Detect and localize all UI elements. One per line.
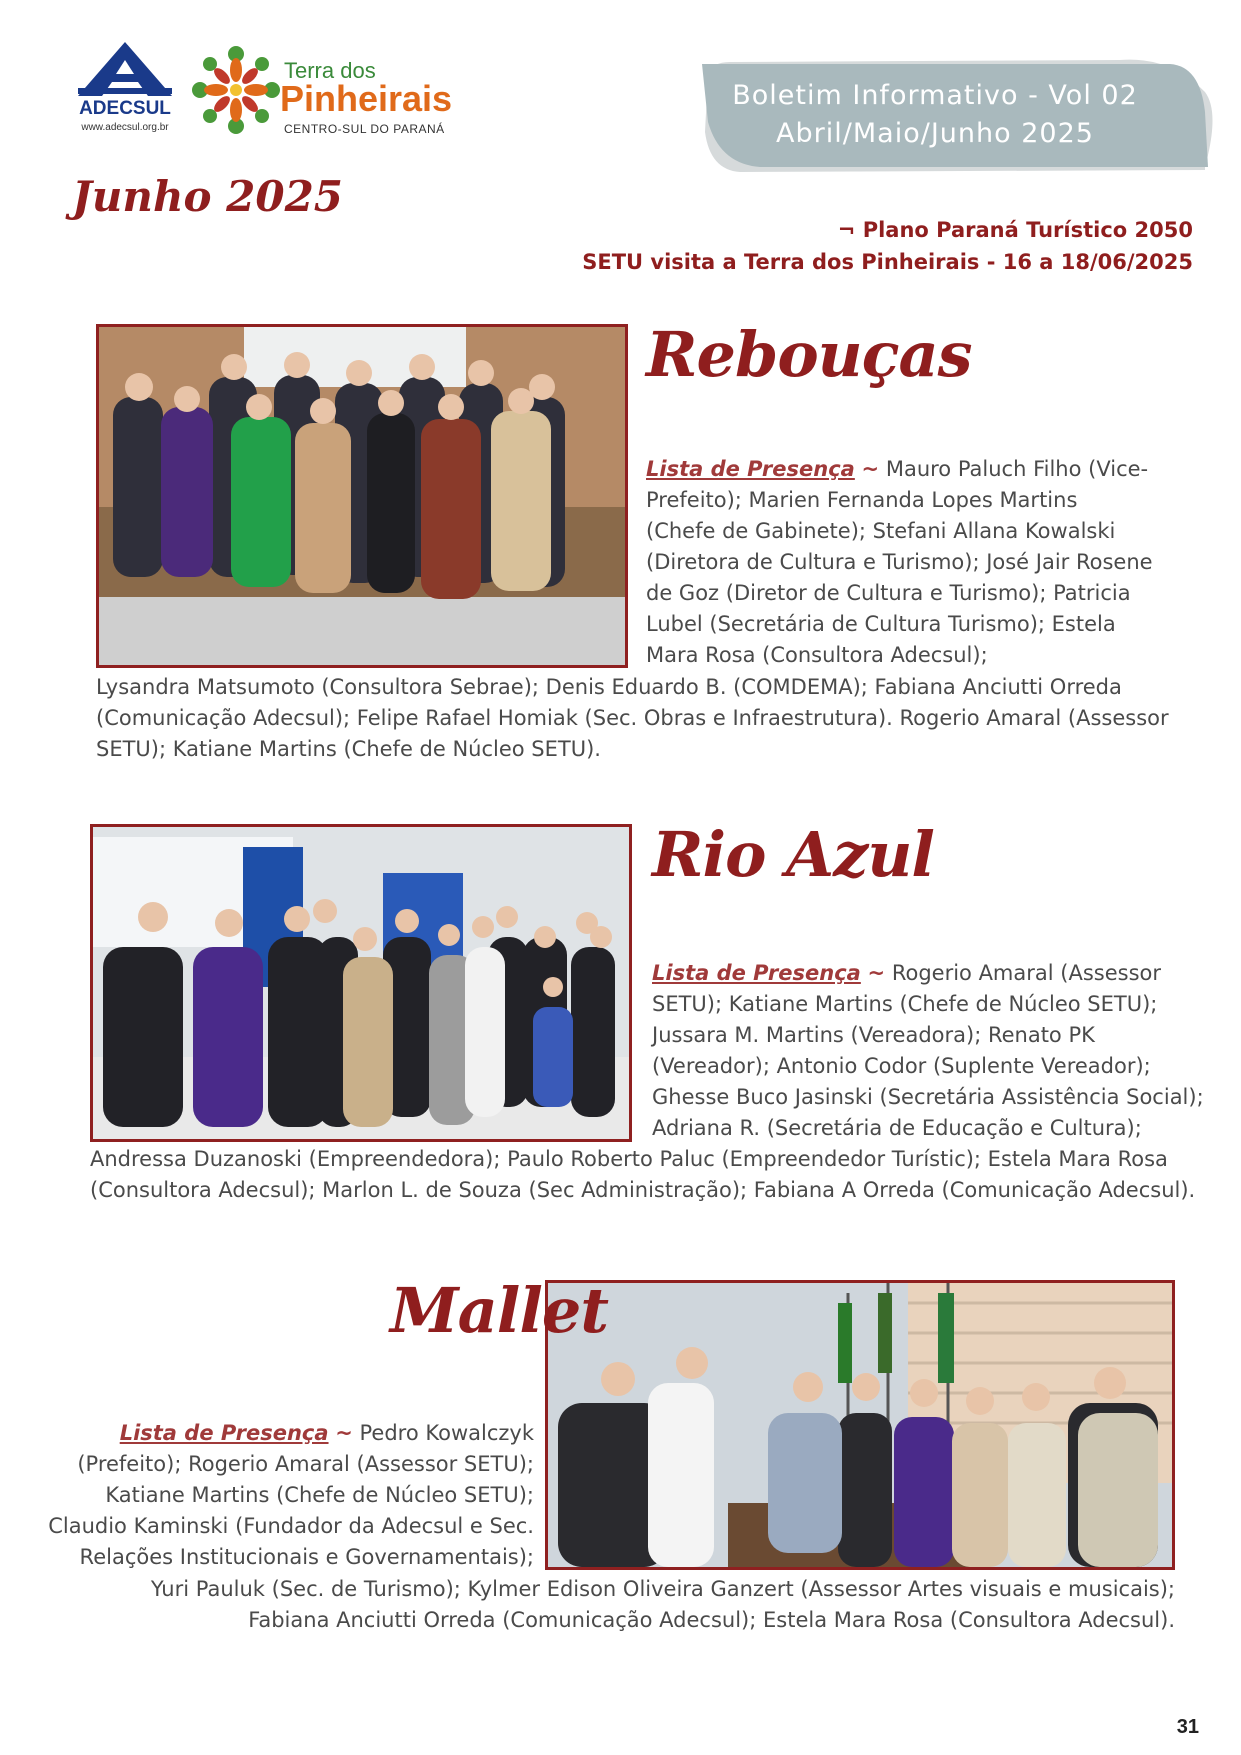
- section-title-reboucas: Rebouças: [646, 318, 972, 391]
- attendance-line: de Goz (Diretor de Cultura e Turismo); Patricia: [646, 581, 1131, 605]
- terra-line3: CENTRO-SUL DO PARANÁ: [284, 122, 445, 136]
- section-title-rio-azul: Rio Azul: [652, 818, 934, 891]
- attendance-tilde: ~: [867, 961, 886, 985]
- adecsul-a-icon: [70, 40, 180, 98]
- attendance-line: Katiane Martins (Chefe de Núcleo SETU);: [105, 1483, 534, 1507]
- attendance-tilde: ~: [335, 1421, 353, 1445]
- attendance-text: Rogerio Amaral (Assessor: [891, 961, 1161, 985]
- reboucas-group-photo: [96, 324, 628, 668]
- mallet-group-photo: [545, 1280, 1175, 1570]
- attendance-line: Prefeito); Marien Fernanda Lopes Martins: [646, 488, 1078, 512]
- terra-dos-pinheirais-logo: [192, 42, 472, 142]
- section-title-mallet: Mallet: [390, 1274, 608, 1347]
- attendance-line: Ghesse Buco Jasinski (Secretária Assistência Social);: [652, 1085, 1204, 1109]
- attendance-line: (Prefeito); Rogerio Amaral (Assessor SETU);: [77, 1452, 534, 1476]
- attendance-line: [30, 1418, 534, 1449]
- attendance-line: (Comunicação Adecsul); Felipe Rafael Homiak (Sec. Obras e Infraestrutura). Rogerio Amaral (Assessor: [96, 706, 1169, 730]
- attendance-label: Lista de Presença: [119, 1421, 329, 1445]
- attendance-line: Fabiana Anciutti Orreda (Comunicação Adecsul); Estela Mara Rosa (Consultora Adecsul).: [248, 1608, 1175, 1632]
- attendance-line: Yuri Pauluk (Sec. de Turismo); Kylmer Edison Oliveira Ganzert (Assessor Artes visuais e musicais);: [150, 1577, 1175, 1601]
- mallet-attendance-top: [30, 1418, 534, 1573]
- attendance-line: (Chefe de Gabinete); Stefani Allana Kowalski: [646, 519, 1116, 543]
- attendance-label: Lista de Presença: [652, 961, 861, 985]
- attendance-line: (Diretora de Cultura e Turismo); José Jair Rosene: [646, 550, 1153, 574]
- attendance-line: Relações Institucionais e Governamentais);: [79, 1545, 534, 1569]
- attendance-line: SETU); Katiane Martins (Chefe de Núcleo SETU).: [96, 737, 601, 761]
- banner-line1: Boletim Informativo - Vol 02: [732, 80, 1138, 111]
- rio-azul-attendance-bottom: [90, 1144, 1220, 1206]
- banner-line2: Abril/Maio/Junho 2025: [776, 118, 1094, 149]
- attendance-line: Jussara M. Martins (Vereadora); Renato PK: [652, 1023, 1095, 1047]
- adecsul-url: www.adecsul.org.br: [81, 122, 169, 133]
- pinheirais-flower-icon: [192, 46, 280, 134]
- month-heading: Junho 2025: [72, 172, 344, 221]
- subhead-line1: ¬ Plano Paraná Turístico 2050: [837, 218, 1193, 242]
- bulletin-banner: [700, 52, 1220, 192]
- adecsul-name: ADECSUL: [79, 98, 171, 119]
- subhead-line2: SETU visita a Terra dos Pinheirais - 16 a 18/06/2025: [582, 250, 1193, 274]
- attendance-line: SETU); Katiane Martins (Chefe de Núcleo SETU);: [652, 992, 1158, 1016]
- terra-line2: Pinheirais: [280, 78, 453, 119]
- reboucas-attendance-top: [646, 454, 1166, 671]
- attendance-line: (Vereador); Antonio Codor (Suplente Vereador);: [652, 1054, 1151, 1078]
- rio-azul-attendance-top: [652, 958, 1212, 1144]
- reboucas-attendance-bottom: [96, 672, 1196, 765]
- rio-azul-group-photo: [90, 824, 632, 1142]
- attendance-text: Pedro Kowalczyk: [359, 1421, 534, 1445]
- terra-line1: Terra dos: [284, 58, 376, 83]
- attendance-line: Claudio Kaminski (Fundador da Adecsul e Sec.: [48, 1514, 534, 1538]
- page-number: 31: [1176, 1716, 1199, 1738]
- attendance-line: Lubel (Secretária de Cultura Turismo); Estela: [646, 612, 1116, 636]
- attendance-text: Mauro Paluch Filho (Vice-: [885, 457, 1149, 481]
- attendance-label: Lista de Presença: [646, 457, 855, 481]
- adecsul-logo: [70, 40, 180, 140]
- mallet-attendance-bottom: [60, 1574, 1175, 1636]
- attendance-line: [652, 958, 1212, 989]
- attendance-line: (Consultora Adecsul); Marlon L. de Souza (Sec Administração); Fabiana A Orreda (Comunicação Adecsul).: [90, 1178, 1196, 1202]
- attendance-tilde: ~: [861, 457, 880, 481]
- attendance-line: Andressa Duzanoski (Empreendedora); Paulo Roberto Paluc (Empreendedor Turístic); Estela Mara Rosa: [90, 1147, 1168, 1171]
- attendance-line: Mara Rosa (Consultora Adecsul);: [646, 643, 988, 667]
- attendance-line: Adriana R. (Secretária de Educação e Cultura);: [652, 1116, 1142, 1140]
- attendance-line: [646, 454, 1166, 485]
- attendance-line: Lysandra Matsumoto (Consultora Sebrae); Denis Eduardo B. (COMDEMA); Fabiana Anciutti Orreda: [96, 675, 1122, 699]
